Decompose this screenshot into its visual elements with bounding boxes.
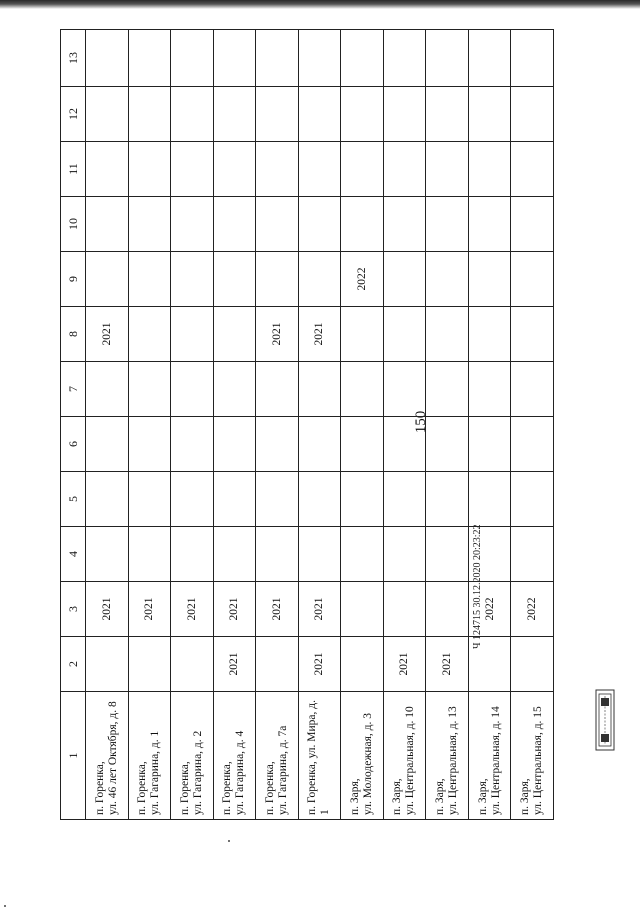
- year-cell: [256, 417, 299, 472]
- column-number: 6: [61, 417, 86, 472]
- scan-speck: [228, 840, 230, 842]
- year-cell: [256, 197, 299, 252]
- column-number: 1: [61, 692, 86, 820]
- year-cell: [426, 142, 469, 197]
- year-cell: [383, 362, 426, 417]
- column-number: 8: [61, 307, 86, 362]
- address-cell: [468, 692, 511, 820]
- address-cell: [341, 692, 384, 820]
- document-id: Ч 124715 30.12.2020 20:23:22: [472, 524, 483, 649]
- year-cell: [86, 637, 129, 692]
- year-cell: [426, 87, 469, 142]
- table-row: [213, 30, 256, 820]
- year-cell: [128, 197, 171, 252]
- address-cell: [298, 692, 341, 820]
- table-row: [171, 30, 214, 820]
- year-cell: [298, 362, 341, 417]
- year-cell: [341, 142, 384, 197]
- year-cell: [171, 197, 214, 252]
- year-cell: [426, 582, 469, 637]
- address-line: ул. Центральная, д. 14: [489, 706, 502, 815]
- column-number: 7: [61, 362, 86, 417]
- address-line: ул. Молодежная, д. 3: [361, 713, 374, 815]
- scan-edge: [0, 0, 640, 9]
- address-cell: [171, 692, 214, 820]
- year-cell: [468, 87, 511, 142]
- column-number: 11: [61, 142, 86, 197]
- year-cell: 2022: [341, 252, 384, 307]
- year-cell: 2021: [213, 637, 256, 692]
- year-cell: [86, 87, 129, 142]
- year-cell: [128, 252, 171, 307]
- address-line: п. Горенка,: [263, 761, 276, 815]
- year-cell: [171, 87, 214, 142]
- year-cell: [511, 307, 554, 362]
- year-cell: 2021: [256, 582, 299, 637]
- year-cell: 2021: [171, 582, 214, 637]
- year-cell: [511, 527, 554, 582]
- year-cell: [511, 252, 554, 307]
- year-cell: 2021: [128, 582, 171, 637]
- year-cell: [426, 307, 469, 362]
- year-cell: [383, 582, 426, 637]
- table-row: [256, 30, 299, 820]
- address-cell: [426, 692, 469, 820]
- address-line: п. Заря,: [348, 778, 361, 815]
- year-cell: [213, 252, 256, 307]
- address-cell: [256, 692, 299, 820]
- address-line: п. Заря,: [519, 778, 532, 815]
- year-cell: 2021: [298, 637, 341, 692]
- year-cell: [383, 417, 426, 472]
- year-cell: [383, 472, 426, 527]
- year-cell: [511, 637, 554, 692]
- year-cell: [171, 637, 214, 692]
- address-line: п. Заря,: [391, 778, 404, 815]
- year-cell: [511, 417, 554, 472]
- year-cell: [426, 30, 469, 87]
- year-cell: 2022: [511, 582, 554, 637]
- address-line: п. Горенка,: [136, 761, 149, 815]
- address-line: ул. Гагарина, д. 4: [234, 730, 247, 815]
- year-cell: [213, 197, 256, 252]
- year-cell: [171, 362, 214, 417]
- year-cell: [426, 417, 469, 472]
- year-cell: [256, 252, 299, 307]
- year-cell: [128, 30, 171, 87]
- year-cell: [256, 637, 299, 692]
- year-cell: [86, 472, 129, 527]
- year-cell: [128, 87, 171, 142]
- year-cell: [128, 307, 171, 362]
- year-cell: [213, 527, 256, 582]
- table-row: [128, 30, 171, 820]
- year-cell: [213, 142, 256, 197]
- year-cell: [256, 142, 299, 197]
- year-cell: [468, 197, 511, 252]
- address-line: п. Горенка,: [178, 761, 191, 815]
- year-cell: [128, 527, 171, 582]
- address-line: п. Заря,: [434, 778, 447, 815]
- year-cell: [171, 417, 214, 472]
- year-cell: [86, 30, 129, 87]
- year-cell: [426, 472, 469, 527]
- year-cell: [86, 197, 129, 252]
- year-cell: [171, 472, 214, 527]
- year-cell: [341, 472, 384, 527]
- table-row: [298, 30, 341, 820]
- year-cell: [383, 30, 426, 87]
- address-cell: [86, 692, 129, 820]
- table-row: [426, 30, 469, 820]
- year-cell: [256, 30, 299, 87]
- year-cell: [426, 527, 469, 582]
- year-cell: [256, 527, 299, 582]
- year-cell: [298, 30, 341, 87]
- year-cell: [341, 87, 384, 142]
- year-cell: [511, 87, 554, 142]
- year-cell: 2021: [383, 637, 426, 692]
- year-cell: 2021: [298, 307, 341, 362]
- year-cell: [426, 252, 469, 307]
- year-cell: [213, 417, 256, 472]
- year-cell: [341, 637, 384, 692]
- column-number: 2: [61, 637, 86, 692]
- year-cell: [298, 197, 341, 252]
- year-cell: [383, 142, 426, 197]
- year-cell: [213, 87, 256, 142]
- column-number: 12: [61, 87, 86, 142]
- address-line: ул. 46 лет Октября, д. 8: [106, 701, 119, 815]
- year-cell: 2021: [86, 307, 129, 362]
- address-cell: [383, 692, 426, 820]
- address-line: ул. Гагарина, д. 7а: [276, 725, 289, 815]
- year-cell: [383, 527, 426, 582]
- address-line: ул. Центральная, д. 13: [447, 706, 460, 815]
- year-cell: [341, 30, 384, 87]
- year-cell: [298, 417, 341, 472]
- column-number: 4: [61, 527, 86, 582]
- year-cell: [86, 417, 129, 472]
- year-cell: [171, 30, 214, 87]
- year-cell: [86, 252, 129, 307]
- year-cell: [511, 142, 554, 197]
- address-line: п. Горенка,: [221, 761, 234, 815]
- year-cell: 2021: [426, 637, 469, 692]
- column-number: 9: [61, 252, 86, 307]
- year-cell: [213, 362, 256, 417]
- year-cell: [298, 252, 341, 307]
- year-cell: [383, 307, 426, 362]
- year-cell: [341, 197, 384, 252]
- column-number: 13: [61, 30, 86, 87]
- year-cell: [383, 252, 426, 307]
- year-cell: [171, 307, 214, 362]
- address-line: п. Заря,: [476, 778, 489, 815]
- year-cell: 2021: [256, 307, 299, 362]
- year-cell: [468, 252, 511, 307]
- year-cell: [511, 30, 554, 87]
- year-cell: [383, 87, 426, 142]
- address-line: ул. Центральная, д. 10: [404, 706, 417, 815]
- year-cell: [341, 307, 384, 362]
- year-cell: [213, 30, 256, 87]
- column-number: 10: [61, 197, 86, 252]
- column-number: 3: [61, 582, 86, 637]
- year-cell: [128, 637, 171, 692]
- year-cell: [171, 142, 214, 197]
- year-cell: 2022: [468, 582, 511, 637]
- year-cell: [341, 362, 384, 417]
- year-cell: [383, 197, 426, 252]
- year-cell: [256, 472, 299, 527]
- header-row: [61, 30, 86, 820]
- address-cell: [511, 692, 554, 820]
- year-cell: [171, 527, 214, 582]
- table-row: [341, 30, 384, 820]
- address-line: ул. Гагарина, д. 1: [149, 730, 162, 815]
- address-cell: [128, 692, 171, 820]
- year-cell: [256, 87, 299, 142]
- year-cell: [171, 252, 214, 307]
- year-cell: [511, 197, 554, 252]
- year-cell: 2021: [213, 582, 256, 637]
- year-cell: [213, 307, 256, 362]
- year-cell: [86, 142, 129, 197]
- notary-stamp-icon: [594, 688, 616, 752]
- year-cell: [128, 142, 171, 197]
- year-cell: [341, 582, 384, 637]
- year-cell: [256, 362, 299, 417]
- year-cell: [341, 417, 384, 472]
- year-cell: 2021: [298, 582, 341, 637]
- page-number: 150: [413, 410, 429, 434]
- year-cell: [213, 472, 256, 527]
- address-line: п. Горенка,: [93, 761, 106, 815]
- year-cell: [298, 472, 341, 527]
- year-cell: [426, 197, 469, 252]
- year-cell: [426, 362, 469, 417]
- year-cell: [128, 472, 171, 527]
- table-row: [511, 30, 554, 820]
- year-cell: [128, 362, 171, 417]
- year-cell: [468, 30, 511, 87]
- year-cell: [511, 472, 554, 527]
- year-cell: [128, 417, 171, 472]
- address-cell: [213, 692, 256, 820]
- table-row: [383, 30, 426, 820]
- column-number: 5: [61, 472, 86, 527]
- year-cell: [86, 362, 129, 417]
- year-cell: [298, 527, 341, 582]
- address-line: ул. Центральная, д. 15: [532, 706, 545, 815]
- year-cell: 2021: [86, 582, 129, 637]
- table-row: [86, 30, 129, 820]
- year-cell: [86, 527, 129, 582]
- year-cell: [511, 362, 554, 417]
- year-cell: [298, 87, 341, 142]
- year-cell: [468, 142, 511, 197]
- year-cell: [298, 142, 341, 197]
- address-line: п. Горенка, ул. Мира, д. 1: [306, 699, 332, 815]
- year-cell: [341, 527, 384, 582]
- address-line: ул. Гагарина, д. 2: [191, 730, 204, 815]
